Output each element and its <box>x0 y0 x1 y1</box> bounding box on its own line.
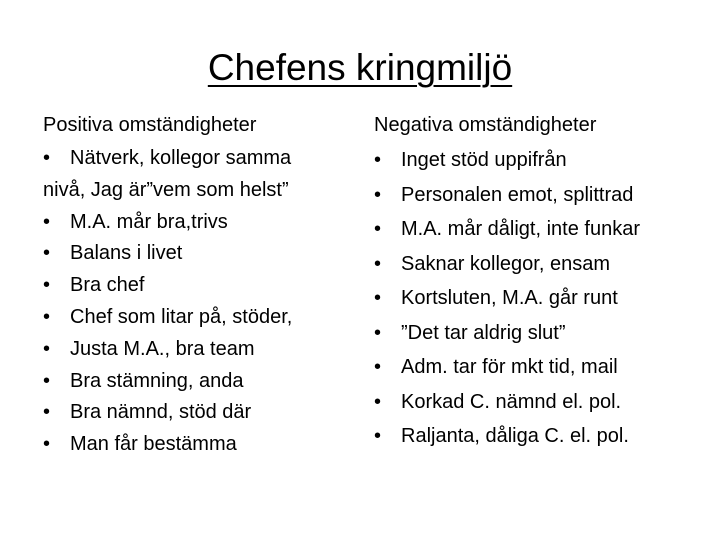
bullet-icon: • <box>43 274 51 297</box>
positive-item: • Bra chef <box>43 270 333 302</box>
bullet-icon: • <box>43 305 51 328</box>
negative-item: • Korkad C. nämnd el. pol. <box>374 385 694 420</box>
bullet-icon: • <box>374 321 382 344</box>
bullet-icon: • <box>374 390 382 413</box>
bullet-icon: • <box>374 425 382 447</box>
bullet-icon: • <box>43 210 51 233</box>
negative-item: • Kortsluten, M.A. går runt <box>374 281 694 316</box>
negative-item: • Inget stöd uppifrån <box>374 143 694 178</box>
bullet-icon: • <box>43 401 51 424</box>
bullet-icon: • <box>374 287 382 309</box>
positive-heading: Positiva omständigheter <box>43 114 257 136</box>
positive-item: • Balans i livet <box>43 238 333 270</box>
bullet-icon: • <box>374 218 382 240</box>
negative-item: • Adm. tar för mkt tid, mail <box>374 350 694 385</box>
negative-item: • Raljanta, dåliga C. el. pol. <box>374 419 694 454</box>
positive-item: • M.A. mår bra,trivs <box>43 207 333 239</box>
negative-item: • ”Det tar aldrig slut” <box>374 316 694 351</box>
bullet-icon: • <box>43 369 51 392</box>
positive-item: • Nätverk, kollegor samma nivå, Jag är”vem som helst” <box>43 143 333 207</box>
positive-item: • Justa M.A., bra team <box>43 334 333 366</box>
bullet-icon: • <box>43 433 51 456</box>
bullet-icon: • <box>43 147 51 169</box>
bullet-icon: • <box>374 356 382 378</box>
bullet-icon: • <box>374 252 382 275</box>
bullet-icon: • <box>43 337 51 360</box>
positive-item: • Bra nämnd, stöd där <box>43 397 333 429</box>
negative-column <box>374 110 694 454</box>
bullet-icon: • <box>374 149 382 171</box>
negative-list <box>374 143 694 454</box>
slide-title: Chefens kringmiljö <box>207 47 513 88</box>
negative-heading: Negativa omständigheter <box>374 114 597 136</box>
positive-column <box>43 110 333 461</box>
bullet-icon: • <box>374 183 382 206</box>
positive-item: • Chef som litar på, stöder, <box>43 302 333 334</box>
positive-item: • Bra stämning, anda <box>43 366 333 398</box>
negative-item: • Personalen emot, splittrad <box>374 178 694 213</box>
positive-item: • Man får bestämma <box>43 429 333 461</box>
negative-item: • Saknar kollegor, ensam <box>374 247 694 282</box>
positive-list <box>43 143 333 461</box>
negative-item: • M.A. mår dåligt, inte funkar <box>374 212 694 247</box>
bullet-icon: • <box>43 242 51 265</box>
